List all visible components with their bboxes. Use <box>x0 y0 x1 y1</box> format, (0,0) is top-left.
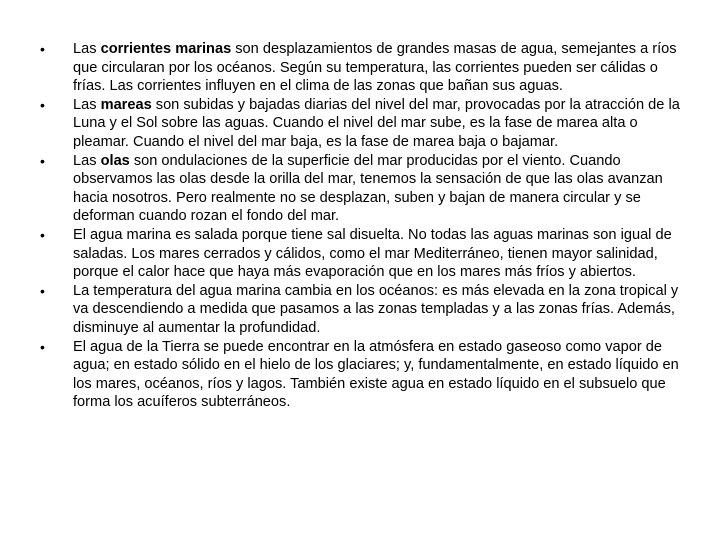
bullet-icon: • <box>40 282 45 299</box>
bullet-icon: • <box>40 96 45 113</box>
bullet-text-bold: mareas <box>100 96 152 113</box>
bullet-icon: • <box>40 152 45 169</box>
bullet-item-temperatura <box>40 282 684 338</box>
bullet-text-pre: Las <box>73 96 101 113</box>
bullet-item-corrientes <box>40 40 684 96</box>
bullet-item-olas <box>40 152 684 226</box>
bullet-text-post: El agua marina es salada porque tiene sal disuelta. No todas las aguas marinas son igual de saladas. Los mares cerrados y cálidos, como el mar Mediterráneo, tienen mayor salinidad, porque el calor hace que haya más evaporación que en los mares más fríos y abiertos. <box>73 226 672 281</box>
bullet-text-post: son subidas y bajadas diarias del nivel del mar, provocadas por la atracción de la Luna y el Sol sobre las aguas. Cuando el nivel del mar sube, es la fase de marea alta o pleamar. Cuando el nivel del mar baja, es la fase de marea baja o bajamar. <box>73 96 680 150</box>
bullet-text-pre: Las <box>73 41 101 57</box>
bullet-text-post: La temperatura del agua marina cambia en los océanos: es más elevada en la zona tropical y va descendiendo a medida que pasamos a las zonas templadas y a las zonas frías. Además, disminuye al aumentar la profundidad. <box>73 282 679 336</box>
bullet-list <box>40 40 684 412</box>
bullet-item-estados-agua <box>40 338 684 412</box>
bullet-icon: • <box>40 226 45 243</box>
bullet-item-mareas <box>40 96 684 152</box>
bullet-item-salinidad <box>40 226 684 282</box>
bullet-text-post: son desplazamientos de grandes masas de agua, semejantes a ríos que circularan por los océanos. Según su temperatura, las corrientes pueden ser cálidas o frías. Las corrientes influyen en el clima de las zonas que bañan sus aguas. <box>73 41 677 95</box>
bullet-text-pre: Las <box>73 152 101 169</box>
bullet-text-post: El agua de la Tierra se puede encontrar en la atmósfera en estado gaseoso como vapor de agua; en estado sólido en el hielo de los glaciares; y, fundamentalmente, en estado líquido en los mares, océanos, ríos y lagos. También existe agua en estado líquido en el subsuelo que forma los acuíferos subterráneos. <box>73 338 679 411</box>
bullet-text-bold: corrientes marinas <box>100 41 232 57</box>
bullet-text-post: son ondulaciones de la superficie del mar producidas por el viento. Cuando observamos las olas desde la orilla del mar, tenemos la sensación de que las olas avanzan hacia nosotros. Pero realmente no se desplazan, suben y bajan de manera circular y se deforman cuando rozan el fondo del mar. <box>73 152 663 225</box>
bullet-icon: • <box>40 338 45 355</box>
bullet-icon: • <box>40 41 45 57</box>
bullet-text-bold: olas <box>100 152 130 169</box>
